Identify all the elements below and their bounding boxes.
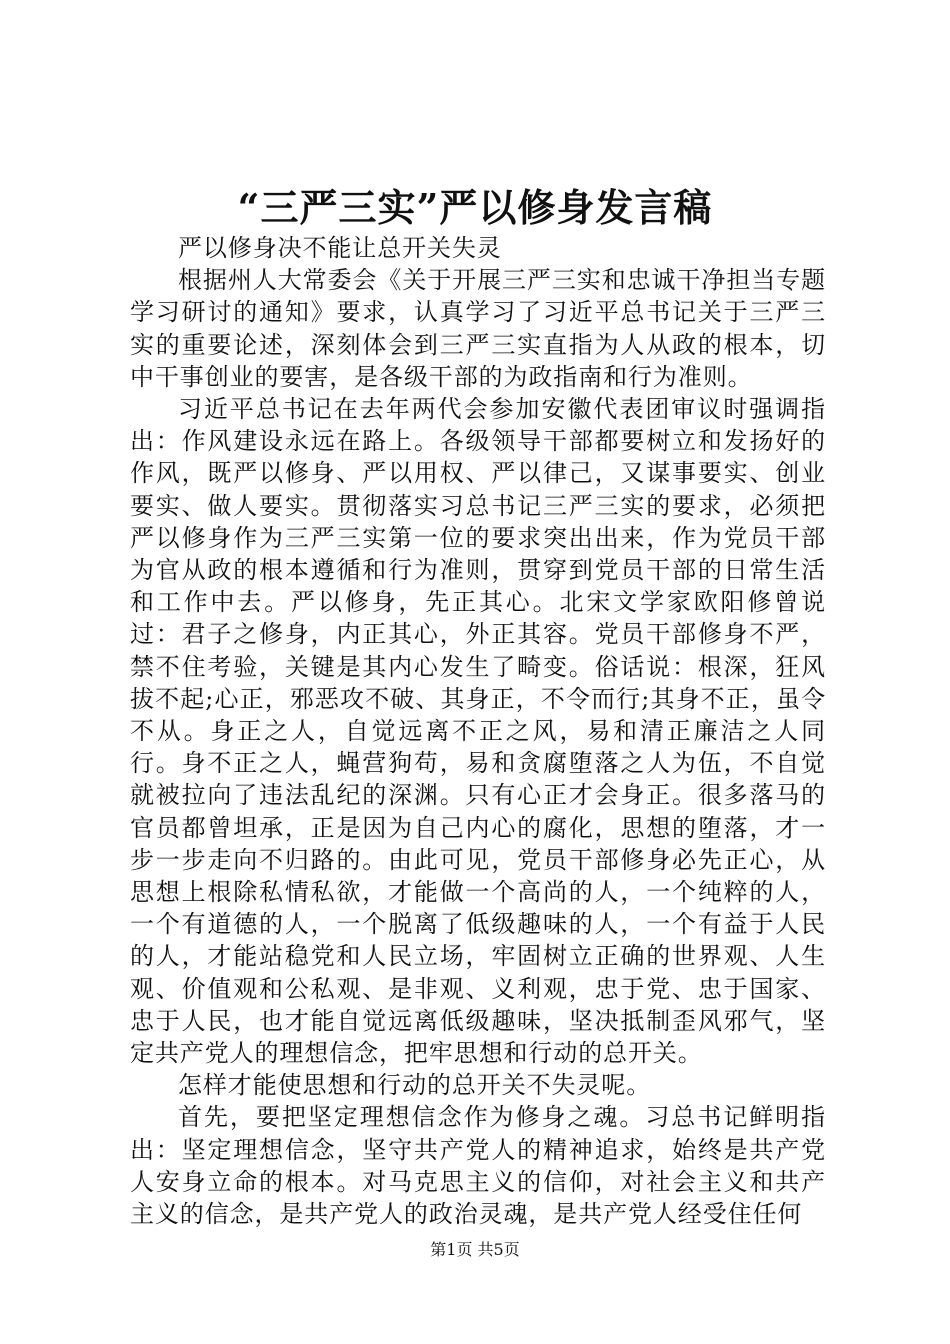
body-paragraph: 首先，要把坚定理想信念作为修身之魂。习总书记鲜明指出：坚定理想信念，坚守共产党人的精神追求，始终是共产党人安身立命的根本。对马克思主义的信仰，对社会主义和共产主义的信念，是共产党人的政治灵魂，是共产党人经受住任何 (130, 1103, 826, 1229)
body-paragraph: 根据州人大常委会《关于开展三严三实和忠诚干净担当专题学习研讨的通知》要求，认真学习了习近平总书记关于三严三实的重要论述，深刻体会到三严三实直指为人从政的根本，切中干事创业的要害，是各级干部的为政指南和行为准则。 (130, 266, 826, 391)
document-title: “三严三实”严以修身发言稿 (237, 185, 713, 230)
body-paragraph: 怎样才能使思想和行动的总开关不失灵呢。 (178, 1071, 652, 1100)
document-body (130, 232, 826, 1230)
body-paragraph: 习近平总书记在去年两代会参加安徽代表团审议时强调指出：作风建设永远在路上。各级领导干部都要树立和发扬好的作风，既严以修身、严以用权、严以律己，又谋事要实、创业要实、做人要实。贯彻落实习总书记三严三实的要求，必须把严以修身作为三严三实第一位的要求突出出来，作为党员干部为官从政的根本遵循和行为准则，贯穿到党员干部的日常生活和工作中去。严以修身，先正其心。北宋文学家欧阳修曾说过：君子之修身，内正其心，外正其容。党员干部修身不严，禁不住考验，关键是其内心发生了畸变。俗话说：根深，狂风拔不起;心正，邪恶攻不破、其身正，不令而行;其身不正，虽令不从。身正之人，自觉远离不正之风，易和清正廉洁之人同行。身不正之人，蝇营狗苟，易和贪腐堕落之人为伍，不自觉就被拉向了违法乱纪的深渊。只有心正才会身正。很多落马的官员都曾坦承，正是因为自己内心的腐化，思想的堕落，才一步一步走向不归路的。由此可见，党员干部修身必先正心，从思想上根除私情私欲，才能做一个高尚的人，一个纯粹的人，一个有道德的人，一个脱离了低级趣味的人，一个有益于人民的人，才能站稳党和人民立场，牢固树立正确的世界观、人生观、价值观和公私观、是非观、义利观，忠于党、忠于国家、忠于人民，也才能自觉远离低级趣味，坚决抵制歪风邪气，坚定共产党人的理想信念，把牢思想和行动的总开关。 (130, 395, 826, 1068)
subtitle-paragraph: 严以修身决不能让总开关失灵 (178, 234, 502, 262)
page-number-footer: 第1页 共5页 (430, 1240, 520, 1259)
